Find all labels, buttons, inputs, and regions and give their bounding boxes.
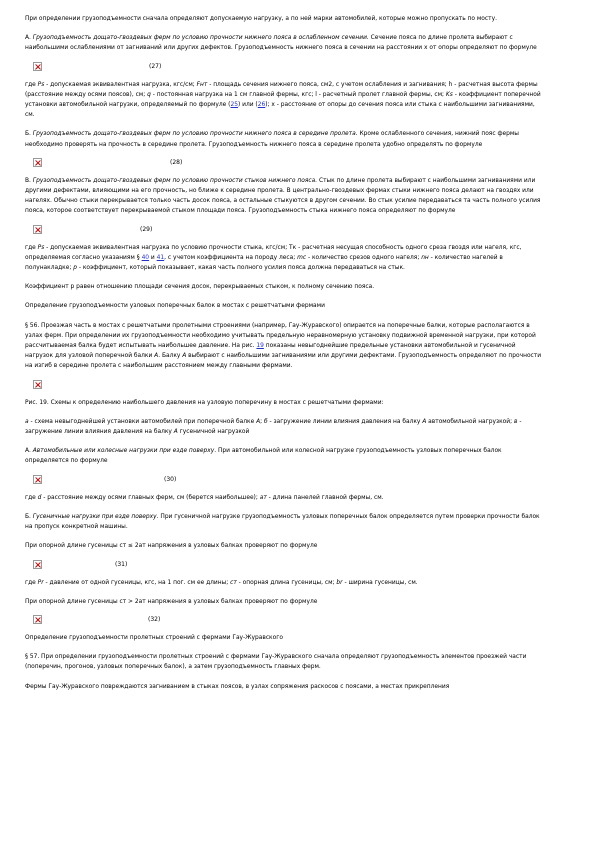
paragraph-41-link[interactable]: 41 bbox=[156, 254, 165, 261]
intro-paragraph: При определении грузоподъемности сначала определяют допускаемую нагрузку, а по ней марки автомобилей, которые можно пропускать по мосту. bbox=[25, 16, 497, 22]
figure-19-legend: а - схема невыгоднейшей установки автомобилей при поперечной балке А; б - загружение линии влияния давления на балку А автомобильной нагрузкой; в - загружение линии влияния давления на балку А гусеничной нагрузкой bbox=[25, 418, 522, 436]
section-heading-crossbeams: Определение грузоподъемности узловых поперечных балок в мостах с решетчатыми фермами bbox=[25, 303, 325, 310]
broken-image-icon bbox=[33, 615, 42, 624]
formula-number: (28) bbox=[170, 159, 183, 167]
formula-31 bbox=[25, 558, 543, 572]
broken-image-icon bbox=[33, 158, 42, 167]
formula-29 bbox=[25, 223, 543, 237]
broken-image-icon bbox=[33, 62, 42, 71]
broken-image-icon bbox=[33, 560, 42, 569]
section-heading-gau-trusses: Определение грузоподъемности пролетных строений с фермами Гау-Журавского bbox=[25, 634, 283, 641]
paragraph-40-link[interactable]: 40 bbox=[141, 254, 150, 261]
section-b-heading: Грузоподъемность дощато-гвоздевых ферм по условию прочности нижнего пояса в середине пролета. bbox=[32, 131, 358, 138]
broken-image-icon bbox=[33, 380, 42, 389]
figure-19-caption: Рис. 19. Схемы к определению наибольшего давления на узловую поперечину в мостах с решетчатыми фермами: bbox=[25, 399, 384, 406]
figure-19-link[interactable]: 19 bbox=[256, 343, 264, 350]
formula-number: (30) bbox=[164, 476, 177, 484]
figure-19-image bbox=[25, 378, 543, 392]
formula-number: (27) bbox=[149, 63, 162, 71]
formula-26-link[interactable]: 26 bbox=[257, 102, 266, 109]
paragraph-57: § 57. При определении грузоподъемности пролетных строений с фермами Гау-Журавского сначала определяют грузоподъемность элементов проезжей части (поперечин, прогонов, узловых поперечных балок), а затем грузоподъемность главных ферм. bbox=[25, 654, 527, 671]
broken-image-icon bbox=[33, 225, 42, 234]
section-v-heading: Грузоподъемность дощато-гвоздевых ферм по условию прочности стыков нижнего пояса. bbox=[32, 177, 318, 184]
formula-31-legend: где Pr - давление от одной гусеницы, кгс, на 1 пог. см ее длины; ст - опорная длина гусеницы, см; br - ширина гусеницы, см. bbox=[25, 579, 418, 586]
formula-32 bbox=[25, 613, 543, 627]
section-a-vehicle-paragraph: А. Автомобильные или колесные нагрузки при езде поверху. При автомобильной или колесной нагрузке грузоподъемность узловых поперечных балок определяется по формуле bbox=[25, 448, 502, 465]
paragraph-56: § 56. Проезжая часть в мостах с решетчатыми пролетными строениями (например, Гау-Журавского) опирается на поперечные балки, которые располагаются в узлах ферм. При определении их грузоподъемности необходимо учитывать предельную неравномерную установку подвижной временной нагрузки, при которой рассчитываемая балка будет испытывать наибольшее давление. На рис. 19 показаны невыгоднейшие предельные установки автомобильной и гусеничной нагрузок для узловой поперечной балки А. Балку А выбирают с наибольшими загниваниями или другими дефектами. Грузоподъемность определяют по прочности на изгиб в середине пролета с наибольшим расстоянием между главными фермами. bbox=[25, 322, 542, 370]
section-a-paragraph: А. Грузоподъемность дощато-гвоздевых ферм по условию прочности нижнего пояса в ослабленном сечении. Сечение пояса по длине пролета выбирают с наибольшими ослаблениями от загниваний или других дефектов. Грузоподъемность нижнего пояса в сечении на расстоянии x от опоры определяют по формуле bbox=[25, 35, 537, 52]
formula-27 bbox=[25, 60, 543, 74]
section-b-tracked-paragraph: Б. Гусеничные нагрузки при езде поверху. При гусеничной нагрузке грузоподъемность узловых поперечных балок определяется путем проверки прочности балок на пропуск конкретной машины. bbox=[25, 513, 540, 531]
section-b-paragraph: Б. Грузоподъемность дощато-гвоздевых ферм по условию прочности нижнего пояса в середине пролета. Кроме ослабленного сечения, нижний пояс фермы необходимо проверять на прочность в середине пролета. Грузоподъемность нижнего пояса в середине пролета удобно определять по формуле bbox=[25, 131, 519, 148]
formula-number: (29) bbox=[140, 226, 153, 234]
broken-image-icon bbox=[33, 475, 42, 484]
formula-25-link[interactable]: 25 bbox=[230, 102, 238, 109]
formula-29-legend: где Ps - допускаемая эквивалентная нагрузка по условию прочности стыка, кгс/см; Тк - расчетная несущая способность одного среза гвоздя или нагеля, кгс, определяемая согласно указаниям § 40 и 41, с учетом коэффициента на породу леса; mc - количество срезов одного нагеля; nн - количество нагелей в полунакладке; p - коэффициент, который показывает, какая часть полного усилия пояса должна передаваться на стык. bbox=[25, 244, 522, 272]
formula-28 bbox=[25, 156, 543, 170]
condition-long-track: При опорной длине гусеницы ст > 2ат напряжения в узловых балках проверяют по формуле bbox=[25, 598, 318, 605]
section-b-tracked-heading: Гусеничные нагрузки при езде поверху bbox=[32, 513, 157, 520]
formula-27-legend: где Ps - допускаемая эквивалентная нагрузка, кгс/см; Fнт - площадь сечения нижнего пояса, см2, с учетом ослабления и загнивания; h - расчетная высота фермы (расстояние между осями поясов), см; q - постоянная нагрузка на 1 см главной фермы, кгс; l - расчетный пролет главной фермы, см; Ks - коэффициент поперечной установки автомобильной нагрузки, определяемый по формуле (25) или (26); x - расстояние от опоры до сечения пояса или стыка с наибольшими загниваниями, см. bbox=[25, 81, 541, 119]
condition-short-track: При опорной длине гусеницы ст ≤ 2ат напряжения в узловых балках проверяют по формуле bbox=[25, 543, 318, 550]
formula-number: (31) bbox=[115, 561, 128, 568]
section-a-vehicle-heading: Автомобильные или колесные нагрузки при езде поверху bbox=[32, 448, 215, 455]
section-a-heading: Грузоподъемность дощато-гвоздевых ферм по условию прочности нижнего пояса в ослабленном сечении. bbox=[32, 35, 369, 42]
formula-number: (32) bbox=[148, 616, 161, 624]
coefficient-note: Коэффициент р равен отношению площади сечения досок, перекрываемых стыком, к полному сечению пояса. bbox=[25, 284, 375, 291]
section-v-paragraph: В. Грузоподъемность дощато-гвоздевых ферм по условию прочности стыков нижнего пояса. Стык по длине пролета выбирают с наибольшими загниваниями или другими дефектами, влияющими на его прочность, но ближе к середине пролета. В центрально-гвоздевых фермах стыки нижнего пояса делают на гвоздях или нагелях. Обычно стыки перекрывается только часть досок пояса, а остальные стыкуются в другом сечении. Во стык усилие передаваться та часть полного усилия пояса, которое соответствует перекрываемой стыком площади пояса. Грузоподъемность стыка нижнего пояса определяют по формуле bbox=[25, 177, 541, 215]
last-paragraph: Фермы Гау-Журавского повреждаются загниванием в стыках поясов, в узлах сопряжения раскосов с поясами, а местах прикрепления bbox=[25, 683, 450, 690]
formula-30-legend: где d - расстояние между осями главных ферм, см (берется наибольшее); aт - длина панелей главной фермы, см. bbox=[25, 494, 384, 501]
formula-30 bbox=[25, 473, 543, 487]
